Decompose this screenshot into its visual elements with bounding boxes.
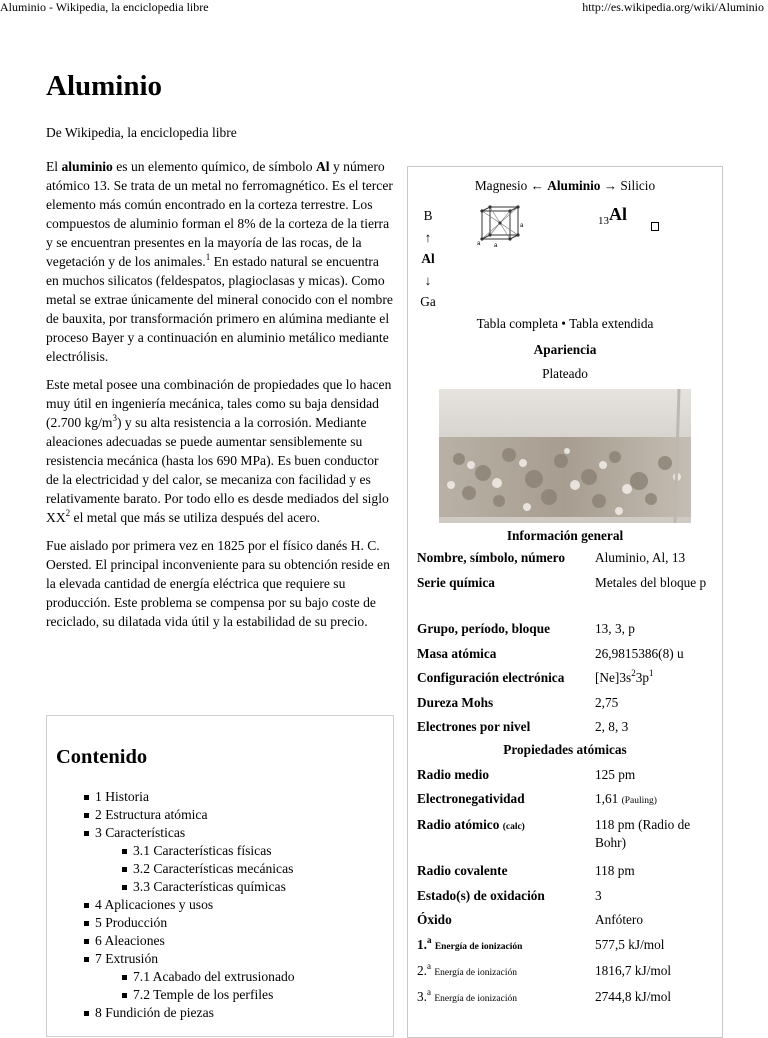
toc-item[interactable]: 7 Extrusión [47,950,393,968]
extended-table-link[interactable]: Tabla extendida [569,316,654,331]
atomic-props-heading: Propiedades atómicas [503,742,627,757]
row-value: 1,61 (Pauling) [595,791,657,806]
aluminium-sample-photo[interactable] [439,389,691,523]
row-value: 26,9815386(8) u [595,646,684,661]
prev-element-link[interactable]: Magnesio [474,178,528,193]
toc-item[interactable]: 3.3 Características químicas [47,878,393,896]
page-title: Aluminio [46,70,163,102]
row-value: 1816,7 kJ/mol [595,963,672,978]
table-of-contents [46,715,394,1037]
toc-item[interactable]: 3 Características [47,824,393,842]
row-value: 2, 8, 3 [595,719,629,734]
row-label: Radio medio [417,767,490,782]
crystal-structure-icon[interactable] [474,205,530,249]
toc-item[interactable]: 8 Fundición de piezas [47,1004,393,1022]
crystal-label: a [477,241,481,247]
row-value: 125 pm [595,767,636,782]
table-links [408,315,722,333]
appearance-value: Plateado [542,366,588,381]
term-symbol: Al [315,159,330,174]
down-arrow-icon: ↓ [424,272,432,288]
row-label: Configuración electrónica [417,670,565,685]
element-symbol [598,205,627,230]
site-subtitle: De Wikipedia, la enciclopedia libre [46,125,237,140]
row-value: 2,75 [595,695,619,710]
row-value: 118 pm [595,863,635,878]
current-element: Aluminio [547,178,601,193]
article-body [46,157,394,640]
row-label: Electrones por nivel [417,719,531,734]
article-paragraph-3: Fue aislado por primera vez en 1825 por el físico danés H. C. Oersted. El principal inconveniente para su obtención reside en la elevada cantidad de energía eléctrica que requiere su producción. Este problema se compensa por su bajo coste de reciclado, su dilatada vida útil y la estabilidad de su precio. [46,538,390,629]
toc-item[interactable]: 6 Aleaciones [47,932,393,950]
row-label: 2.$^a$ Energía de ionización [417,961,517,978]
row-label: 3.$^a$ Energía de ionización [417,987,517,1004]
group-neighbors [418,205,438,313]
toc-item[interactable]: 1 Historia [47,788,393,806]
crystal-label: a [520,223,524,229]
row-label: Electronegatividad [417,791,525,806]
row-label: 1.$^a$ Energía de ionización [417,935,523,952]
row-label: Nombre, símbolo, número [417,550,565,565]
up-arrow-icon: ↑ [424,229,432,245]
row-label: Radio atómico (calc) [417,817,525,832]
footnote-2[interactable]: 2 [65,508,71,518]
below-element-link[interactable]: Ga [420,294,436,309]
print-header [0,0,768,16]
toc-item[interactable]: 7.1 Acabado del extrusionado [47,968,393,986]
toc-title: Contenido [56,746,148,768]
vertical-current-element: Al [421,251,435,266]
above-element-link[interactable]: B [423,208,433,223]
toc-item[interactable]: 3.2 Características mecánicas [47,860,393,878]
row-label: Estado(s) de oxidación [417,888,545,903]
row-value: 13, 3, p [595,621,635,636]
full-table-link[interactable]: Tabla completa [476,316,558,331]
toc-item[interactable]: 2 Estructura atómica [47,806,393,824]
placeholder-box-icon [651,222,659,231]
general-info-heading: Información general [506,528,624,543]
periodic-neighbors [408,177,722,195]
print-header-title: Aluminio - Wikipedia, la enciclopedia libre [0,0,209,14]
appearance-heading: Apariencia [533,342,597,357]
superscript-3: 3 [112,413,117,423]
right-arrow-icon: → [603,178,618,193]
symbol-text: Al [609,204,627,224]
row-label: Grupo, período, bloque [417,621,550,636]
next-element-link[interactable]: Silicio [620,178,656,193]
toc-item[interactable]: 7.2 Temple de los perfiles [47,986,393,1004]
toc-list [47,788,393,1022]
print-header-url[interactable]: http://es.wikipedia.org/wiki/Aluminio [582,0,764,14]
row-value: 577,5 kJ/mol [595,937,665,952]
toc-item[interactable]: 5 Producción [47,914,393,932]
row-value: 3 [595,888,602,903]
article-paragraph-1: El aluminio es un elemento químico, de símbolo Al y número atómico 13. Se trata de un metal no ferromagnético. Es el tercer elemento más común encontrado en la corteza terrestre. Los compuestos de aluminio forman el 8% de la corteza de la tierra y se encuentran presentes en la mayoría de las rocas, de la vegetación y de los animales.$^1$ En estado natural se encuentra en muchos silicatos (feldespatos, plagioclasas y micas). Como metal se extrae únicamente del mineral conocido con el nombre de bauxita, por transformación primero en alúmina mediante el proceso Bayer y a continuación en aluminio metálico mediante electrólisis. [46,159,393,364]
toc-item[interactable]: 3.1 Características físicas [47,842,393,860]
row-value: 2744,8 kJ/mol [595,989,672,1004]
row-value: Aluminio, Al, 13 [595,550,686,565]
row-value[interactable]: Anfótero [595,912,643,927]
article-paragraph-2: Este metal posee una combinación de propiedades que lo hacen muy útil en ingeniería mecánica, tales como su baja densidad (2.700 $kg/m^3$) y su alta resistencia a la corrosión. Mediante aleaciones adecuadas se puede aumentar sensiblemente su resistencia mecánica (hasta los 690 MPa). Es buen conductor de la electricidad y del calor, se mecaniza con facilidad y es relativamente barato. Por todo ello es desde mediados del siglo $XX^2$ el metal que más se utiliza después del acero. [46,377,392,525]
footnote-1[interactable]: 1 [205,252,211,262]
link-separator: • [557,316,570,331]
row-label: Óxido [417,912,452,927]
row-label: Masa atómica [417,646,497,661]
crystal-label: a [494,243,498,249]
left-arrow-icon: ← [530,178,544,193]
row-label: Dureza Mohs [417,695,494,710]
row-label: Radio covalente [417,863,508,878]
element-infobox [407,166,723,1038]
row-label: Serie química [417,575,495,590]
row-value: $[Ne]3s^23p^1$ [595,668,654,685]
term-aluminio: aluminio [61,159,113,174]
row-value: 118 pm (Radio de Bohr) [595,817,691,850]
atomic-number: 13 [598,215,609,227]
toc-item[interactable]: 4 Aplicaciones y usos [47,896,393,914]
row-value[interactable]: Metales del bloque p [595,575,707,590]
